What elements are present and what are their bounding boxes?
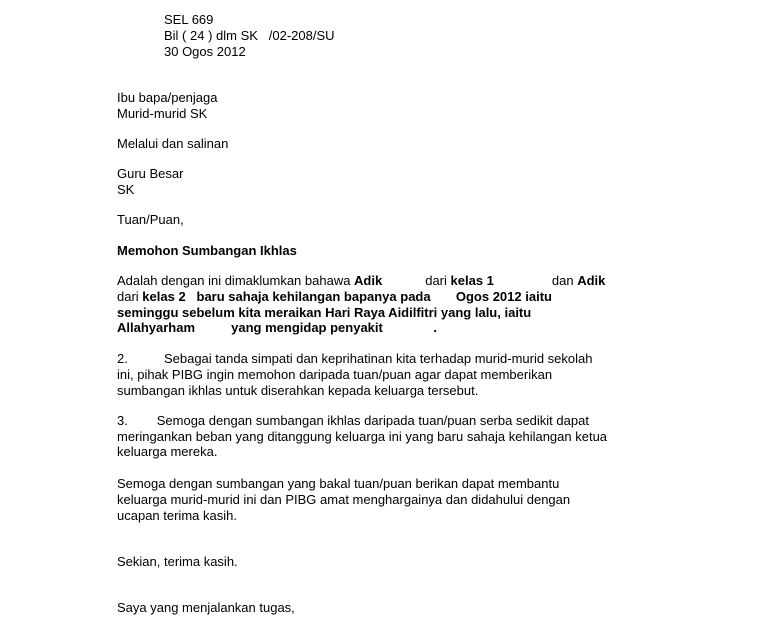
para2-line-3: sumbangan ikhlas untuk diserahkan kepada keluarga tersebut. [117,383,479,398]
para4-line-3: ucapan terima kasih. [117,508,237,523]
para3-line-2: meringankan beban yang ditanggung keluarga ini yang baru sahaja kehilangan ketua [117,429,608,444]
para1-line-3 [117,305,531,321]
para1-text: Adalah dengan ini dimaklumkan bahawa [117,273,355,288]
reference-bil: Bil ( 24 ) dlm SK /02-208/SU [164,28,335,43]
para1-line-4 [117,320,437,336]
para1-text: dan [551,273,578,288]
para1-text: dari [425,273,451,288]
para3-line-1: 3. Semoga dengan sumbangan ikhlas daripada tuan/puan serba sedikit dapat [117,413,589,428]
via-line: Melalui dan salinan [117,136,229,151]
para4-line-2: keluarga murid-murid ini dan PIBG amat menghargainya dan didahului dengan [117,492,571,507]
para1-line-2 [117,289,552,305]
para2-line-1: 2. Sebagai tanda simpati dan keprihatinan kita terhadap murid-murid sekolah [117,351,593,366]
para3-line-3: keluarga mereka. [117,444,218,459]
para1-text-bold: seminggu sebelum kita meraikan Hari Raya Aidilfitri yang lalu, iaitu [117,305,532,320]
para1-text: dari [117,289,143,304]
signoff: Saya yang menjalankan tugas, [117,600,295,615]
para1-kelas-2: kelas 2 baru sahaja kehilangan bapanya pada Ogos 2012 iaitu [142,289,552,304]
letter-date: 30 Ogos 2012 [164,44,246,59]
subject-text: Memohon Sumbangan Ikhlas [117,243,297,258]
subject [117,243,297,259]
para1-adik-1: Adik [354,273,383,288]
closing: Sekian, terima kasih. [117,554,238,569]
para1-kelas-1: kelas 1 [450,273,494,288]
headmaster-school: SK [117,182,135,197]
para2-line-2: ini, pihak PIBG ingin memohon daripada tuan/puan agar dapat memberikan [117,367,553,382]
headmaster-title: Guru Besar [117,166,184,181]
salutation: Tuan/Puan, [117,212,184,227]
para1-adik-2: Adik [577,273,606,288]
para1-text-bold: Allahyarham yang mengidap penyakit . [117,320,438,335]
para1-line-1 [117,273,605,289]
reference-code: SEL 669 [164,12,214,27]
recipient-line-2: Murid-murid SK [117,106,208,121]
recipient-line-1: Ibu bapa/penjaga [117,90,218,105]
para4-line-1: Semoga dengan sumbangan yang bakal tuan/puan berikan dapat membantu [117,476,560,491]
